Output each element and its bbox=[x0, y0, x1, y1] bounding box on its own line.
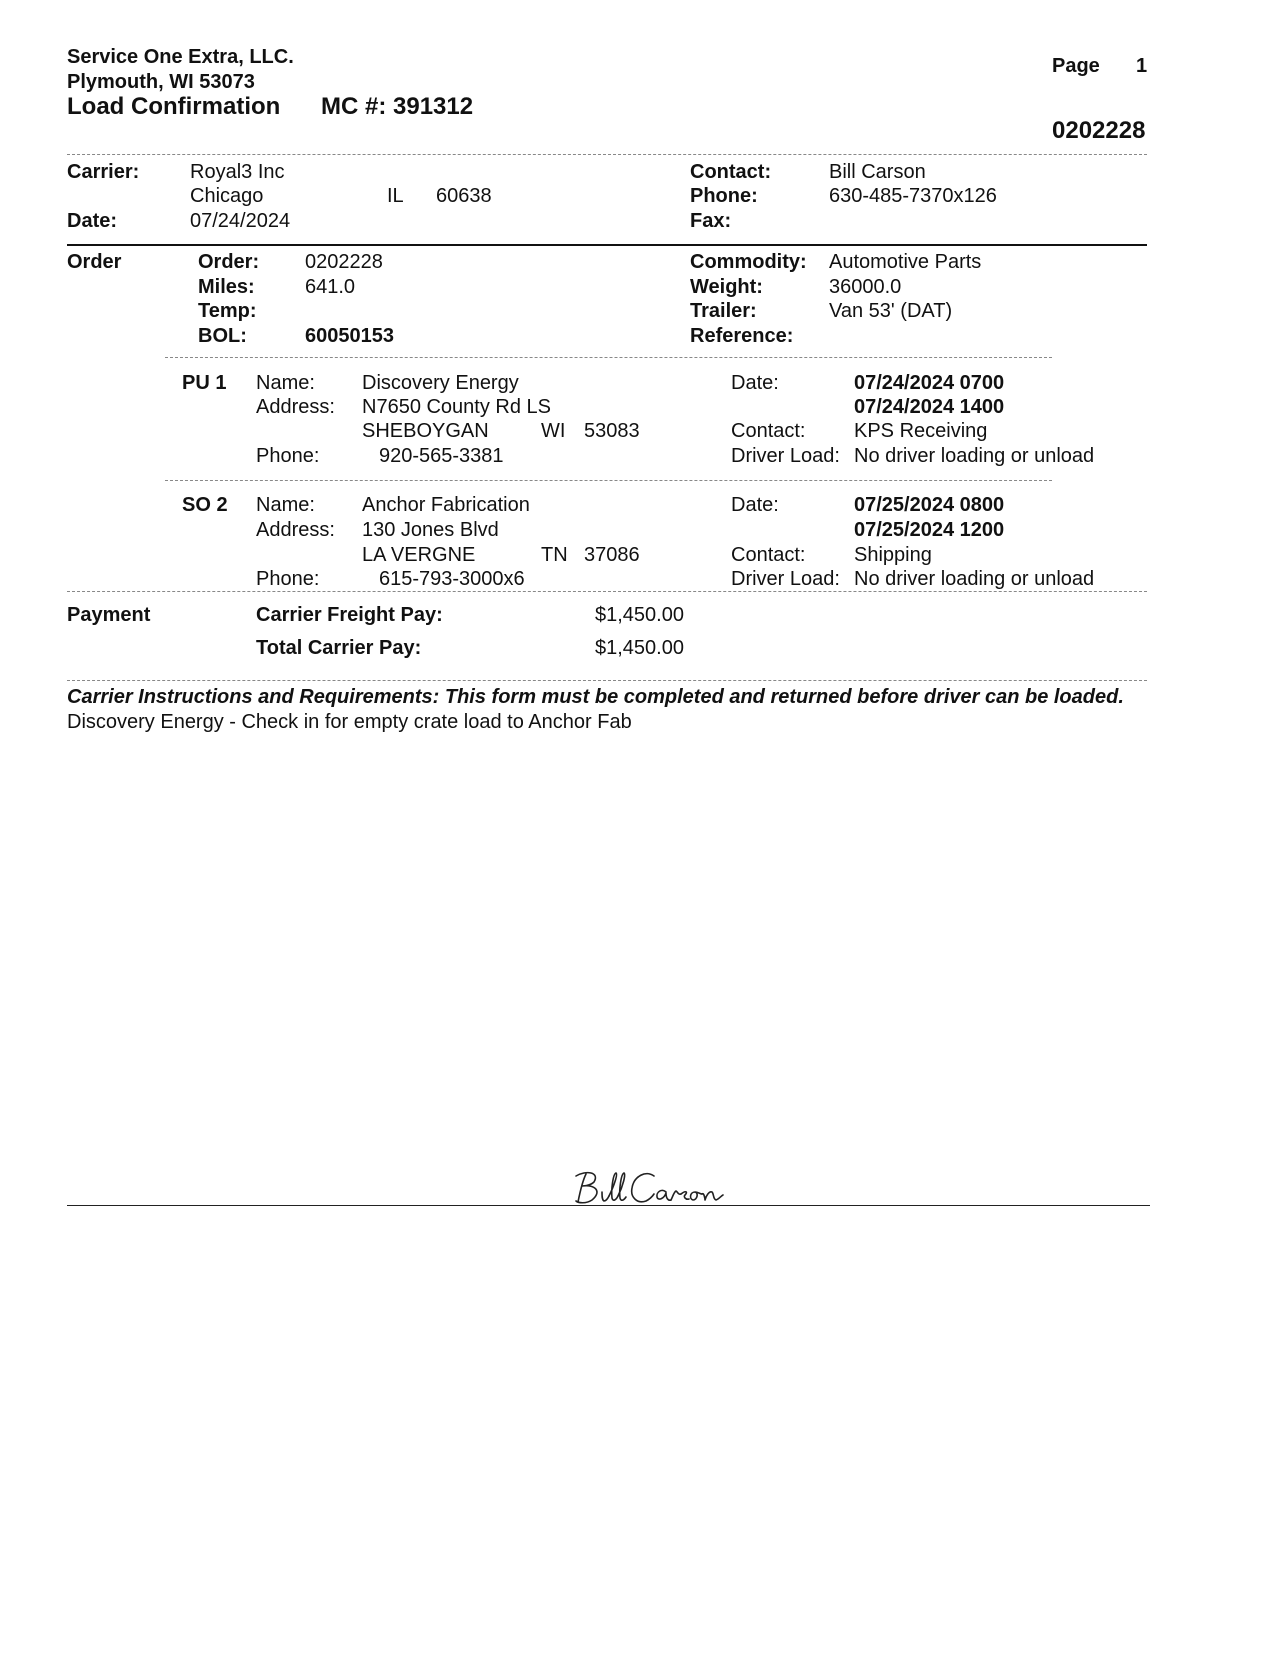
stop-name: Anchor Fabrication bbox=[362, 494, 530, 516]
company-city: Plymouth, WI 53073 bbox=[67, 71, 255, 93]
divider bbox=[67, 591, 1147, 592]
stop-date-label: Date: bbox=[731, 372, 779, 394]
mc-number-block bbox=[321, 93, 473, 121]
stop-contact-label: Contact: bbox=[731, 420, 806, 442]
signature-image bbox=[568, 1168, 758, 1208]
stop-city: LA VERGNE bbox=[362, 544, 476, 566]
mc-label: MC #: bbox=[321, 93, 387, 120]
stop-date-from: 07/24/2024 0700 bbox=[854, 372, 1005, 394]
carrier-name: Royal3 Inc bbox=[190, 161, 285, 183]
order-section-label: Order bbox=[67, 251, 122, 273]
signature-line bbox=[67, 1205, 1150, 1206]
total-pay-value: $1,450.00 bbox=[595, 637, 684, 659]
stop-contact: KPS Receiving bbox=[854, 420, 988, 442]
stop-name: Discovery Energy bbox=[362, 372, 519, 394]
stop-phone-label: Phone: bbox=[256, 568, 320, 590]
stop-contact-label: Contact: bbox=[731, 544, 806, 566]
page-label: Page bbox=[1052, 55, 1100, 77]
stop-zip: 53083 bbox=[584, 420, 640, 442]
phone-label: Phone: bbox=[690, 185, 758, 207]
divider bbox=[67, 154, 1147, 155]
freight-pay-label: Carrier Freight Pay: bbox=[256, 604, 443, 626]
stop-state: TN bbox=[541, 544, 568, 566]
instructions-heading: Carrier Instructions and Requirements: This form must be completed and returned before driver can be loaded. bbox=[67, 686, 1124, 708]
carrier-city: Chicago bbox=[190, 185, 264, 207]
stop-date-from: 07/25/2024 0800 bbox=[854, 494, 1005, 516]
document-title: Load Confirmation bbox=[67, 93, 281, 120]
bol-value: 60050153 bbox=[305, 325, 394, 347]
commodity-label: Commodity: bbox=[690, 251, 807, 273]
miles-value: 641.0 bbox=[305, 276, 356, 298]
stop-driver-load-label: Driver Load: bbox=[731, 445, 840, 467]
stop-address: 130 Jones Blvd bbox=[362, 519, 499, 541]
stop-date-to: 07/25/2024 1200 bbox=[854, 519, 1005, 541]
stop-code: PU 1 bbox=[182, 372, 227, 394]
stop-name-label: Name: bbox=[256, 494, 315, 516]
stop-phone: 615-793-3000x6 bbox=[379, 568, 525, 590]
reference-label: Reference: bbox=[690, 325, 794, 347]
order-label: Order: bbox=[198, 251, 260, 273]
stop-contact: Shipping bbox=[854, 544, 932, 566]
order-value: 0202228 bbox=[305, 251, 383, 273]
stop-phone: 920-565-3381 bbox=[379, 445, 504, 467]
page-number: 1 bbox=[1136, 55, 1148, 77]
temp-label: Temp: bbox=[198, 300, 257, 322]
stop-code: SO 2 bbox=[182, 494, 228, 516]
stop-date-label: Date: bbox=[731, 494, 779, 516]
date-value: 07/24/2024 bbox=[190, 210, 291, 232]
date-label: Date: bbox=[67, 210, 118, 232]
commodity-value: Automotive Parts bbox=[829, 251, 982, 273]
weight-label: Weight: bbox=[690, 276, 763, 298]
trailer-label: Trailer: bbox=[690, 300, 757, 322]
trailer-value: Van 53' (DAT) bbox=[829, 300, 953, 322]
fax-label: Fax: bbox=[690, 210, 732, 232]
stop-driver-load-label: Driver Load: bbox=[731, 568, 840, 590]
contact-value: Bill Carson bbox=[829, 161, 926, 183]
total-pay-label: Total Carrier Pay: bbox=[256, 637, 422, 659]
stop-name-label: Name: bbox=[256, 372, 315, 394]
bol-label: BOL: bbox=[198, 325, 247, 347]
carrier-state: IL bbox=[387, 185, 404, 207]
stop-driver-load: No driver loading or unload bbox=[854, 568, 1095, 590]
mc-number: 391312 bbox=[393, 93, 474, 120]
stop-city: SHEBOYGAN bbox=[362, 420, 489, 442]
stop-phone-label: Phone: bbox=[256, 445, 320, 467]
instructions-text: Discovery Energy - Check in for empty crate load to Anchor Fab bbox=[67, 711, 632, 733]
payment-section-label: Payment bbox=[67, 604, 151, 626]
stop-date-to: 07/24/2024 1400 bbox=[854, 396, 1005, 418]
stop-driver-load: No driver loading or unload bbox=[854, 445, 1095, 467]
divider bbox=[67, 680, 1147, 681]
company-name: Service One Extra, LLC. bbox=[67, 46, 294, 68]
divider bbox=[165, 357, 1052, 358]
order-number-header: 0202228 bbox=[1052, 117, 1146, 144]
stop-address-label: Address: bbox=[256, 396, 335, 418]
stop-address: N7650 County Rd LS bbox=[362, 396, 552, 418]
divider bbox=[165, 480, 1052, 481]
stop-zip: 37086 bbox=[584, 544, 640, 566]
carrier-label: Carrier: bbox=[67, 161, 140, 183]
freight-pay-value: $1,450.00 bbox=[595, 604, 684, 626]
contact-label: Contact: bbox=[690, 161, 772, 183]
phone-value: 630-485-7370x126 bbox=[829, 185, 997, 207]
carrier-zip: 60638 bbox=[436, 185, 492, 207]
miles-label: Miles: bbox=[198, 276, 255, 298]
weight-value: 36000.0 bbox=[829, 276, 902, 298]
section-divider bbox=[67, 244, 1147, 246]
stop-address-label: Address: bbox=[256, 519, 335, 541]
stop-state: WI bbox=[541, 420, 566, 442]
